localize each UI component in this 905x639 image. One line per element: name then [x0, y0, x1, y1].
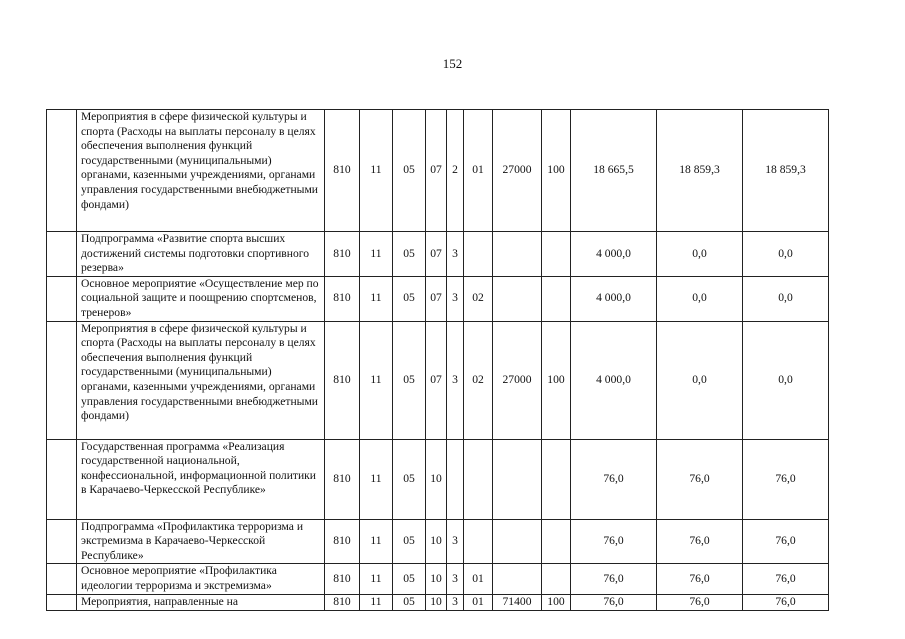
section-code: 11: [360, 439, 393, 519]
event-code: [464, 439, 493, 519]
amount-year2: 76,0: [657, 439, 743, 519]
amount-year3: 0,0: [743, 321, 829, 439]
row-name: Мероприятия в сфере физической культуры и спорта (Расходы на выплаты персоналу в целях обеспечения выполнения функций государственными (муниципальными) органами, казенными учреждениями, органами управления государственными внебюджетными фондами): [77, 110, 325, 232]
event-code: 01: [464, 594, 493, 610]
event-code: 01: [464, 564, 493, 594]
row-name: Основное мероприятие «Осуществление мер по социальной защите и поощрению спортсменов, тренеров»: [77, 276, 325, 321]
table-row: [47, 564, 829, 594]
amount-year1: 4 000,0: [571, 276, 657, 321]
section-code: 11: [360, 110, 393, 232]
event-code: [464, 232, 493, 277]
subsection-code: 05: [393, 276, 426, 321]
event-code: 01: [464, 110, 493, 232]
amount-year3: 76,0: [743, 519, 829, 564]
expense-type-code: [542, 232, 571, 277]
program-code: 10: [426, 439, 447, 519]
event-code: 02: [464, 276, 493, 321]
table-row: [47, 594, 829, 610]
row-name: Мероприятия в сфере физической культуры и спорта (Расходы на выплаты персоналу в целях обеспечения выполнения функций государственными (муниципальными) органами, казенными учреждениями, органами управления государственными внебюджетными фондами): [77, 321, 325, 439]
amount-year3: 0,0: [743, 232, 829, 277]
subprogram-code: 3: [447, 321, 464, 439]
subprogram-code: 3: [447, 564, 464, 594]
row-margin-cell: [47, 519, 77, 564]
direction-code: [493, 276, 542, 321]
subprogram-code: 3: [447, 232, 464, 277]
amount-year2: 0,0: [657, 276, 743, 321]
event-code: 02: [464, 321, 493, 439]
section-code: 11: [360, 276, 393, 321]
amount-year1: 18 665,5: [571, 110, 657, 232]
program-code: 07: [426, 232, 447, 277]
subsection-code: 05: [393, 110, 426, 232]
subsection-code: 05: [393, 519, 426, 564]
ministry-code: 810: [325, 321, 360, 439]
ministry-code: 810: [325, 439, 360, 519]
direction-code: [493, 439, 542, 519]
row-margin-cell: [47, 276, 77, 321]
row-name: Подпрограмма «Развитие спорта высших достижений системы подготовки спортивного резерва»: [77, 232, 325, 277]
expense-type-code: 100: [542, 594, 571, 610]
amount-year1: 76,0: [571, 519, 657, 564]
expense-type-code: [542, 519, 571, 564]
direction-code: 71400: [493, 594, 542, 610]
amount-year2: 76,0: [657, 564, 743, 594]
direction-code: [493, 232, 542, 277]
amount-year1: 76,0: [571, 594, 657, 610]
ministry-code: 810: [325, 276, 360, 321]
subprogram-code: [447, 439, 464, 519]
program-code: 07: [426, 110, 447, 232]
ministry-code: 810: [325, 110, 360, 232]
row-name: Мероприятия, направленные на: [77, 594, 325, 610]
subprogram-code: 3: [447, 519, 464, 564]
direction-code: 27000: [493, 321, 542, 439]
subsection-code: 05: [393, 439, 426, 519]
amount-year1: 76,0: [571, 564, 657, 594]
program-code: 10: [426, 564, 447, 594]
program-code: 10: [426, 594, 447, 610]
amount-year2: 18 859,3: [657, 110, 743, 232]
expense-type-code: [542, 439, 571, 519]
row-name: Основное мероприятие «Профилактика идеологии терроризма и экстремизма»: [77, 564, 325, 594]
row-margin-cell: [47, 321, 77, 439]
section-code: 11: [360, 564, 393, 594]
subsection-code: 05: [393, 564, 426, 594]
expense-type-code: [542, 564, 571, 594]
subprogram-code: 2: [447, 110, 464, 232]
section-code: 11: [360, 594, 393, 610]
amount-year3: 18 859,3: [743, 110, 829, 232]
direction-code: 27000: [493, 110, 542, 232]
amount-year3: 76,0: [743, 594, 829, 610]
amount-year1: 4 000,0: [571, 232, 657, 277]
event-code: [464, 519, 493, 564]
subprogram-code: 3: [447, 594, 464, 610]
subprogram-code: 3: [447, 276, 464, 321]
program-code: 10: [426, 519, 447, 564]
row-margin-cell: [47, 232, 77, 277]
amount-year2: 76,0: [657, 519, 743, 564]
table-row: [47, 232, 829, 277]
row-margin-cell: [47, 110, 77, 232]
amount-year3: 76,0: [743, 564, 829, 594]
table-row: [47, 321, 829, 439]
page-number: 152: [442, 56, 463, 71]
subsection-code: 05: [393, 321, 426, 439]
direction-code: [493, 564, 542, 594]
direction-code: [493, 519, 542, 564]
row-name: Подпрограмма «Профилактика терроризма и экстремизма в Карачаево-Черкесской Республике»: [77, 519, 325, 564]
program-code: 07: [426, 321, 447, 439]
amount-year2: 76,0: [657, 594, 743, 610]
row-margin-cell: [47, 594, 77, 610]
row-name: Государственная программа «Реализация государственной национальной, конфессиональной, информационной политики в Карачаево-Черкесской Республике»: [77, 439, 325, 519]
table-body: [47, 110, 829, 611]
ministry-code: 810: [325, 564, 360, 594]
amount-year3: 76,0: [743, 439, 829, 519]
row-margin-cell: [47, 564, 77, 594]
section-code: 11: [360, 321, 393, 439]
expense-type-code: [542, 276, 571, 321]
expense-type-code: 100: [542, 321, 571, 439]
table-row: [47, 110, 829, 232]
section-code: 11: [360, 232, 393, 277]
program-code: 07: [426, 276, 447, 321]
ministry-code: 810: [325, 594, 360, 610]
table-row: [47, 276, 829, 321]
expense-type-code: 100: [542, 110, 571, 232]
amount-year1: 4 000,0: [571, 321, 657, 439]
table-row: [47, 519, 829, 564]
table-row: [47, 439, 829, 519]
section-code: 11: [360, 519, 393, 564]
amount-year3: 0,0: [743, 276, 829, 321]
amount-year1: 76,0: [571, 439, 657, 519]
subsection-code: 05: [393, 594, 426, 610]
subsection-code: 05: [393, 232, 426, 277]
amount-year2: 0,0: [657, 232, 743, 277]
row-margin-cell: [47, 439, 77, 519]
ministry-code: 810: [325, 519, 360, 564]
ministry-code: 810: [325, 232, 360, 277]
budget-table: [46, 109, 829, 611]
amount-year2: 0,0: [657, 321, 743, 439]
